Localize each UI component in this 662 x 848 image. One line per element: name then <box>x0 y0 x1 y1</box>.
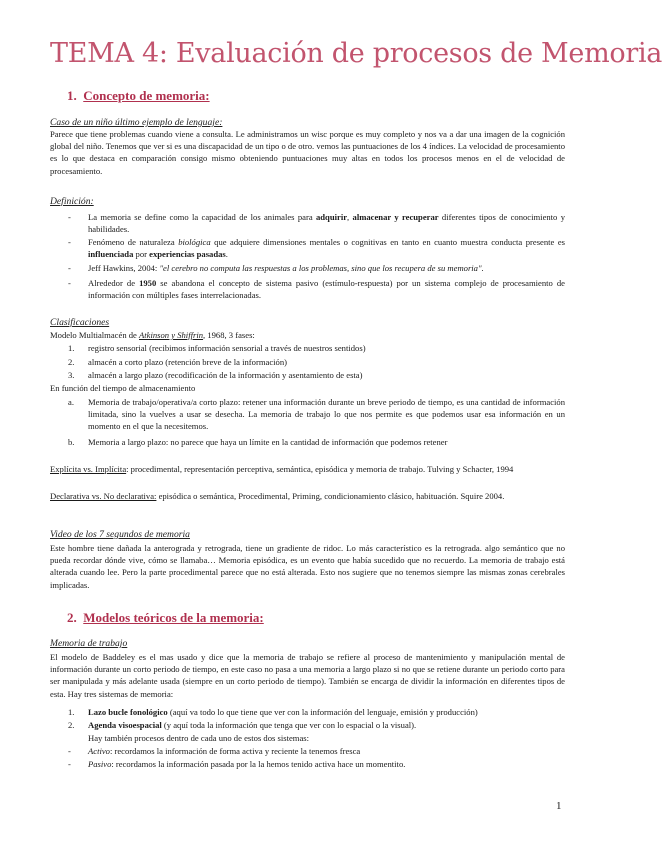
section-2-heading <box>67 610 264 626</box>
video-paragraph: Este hombre tiene dañada la anterograda y retrograda, tiene un gradiente de ridoc. Lo más característico es la retrograda. algo semántico que no pueda recordar dónde vive, cómo se llamaba… Memoria episódica, es un evento que había sucedido que no recuerdo. La memoria de trabajo está alterada cuando lee. Pero la parte procedimental parece que no está alterada. Esto nos sugiere que no tenemos siempre las mismas zonas cerebrales implicadas. <box>50 543 565 590</box>
case-paragraph: Parece que tiene problemas cuando viene a consulta. Le administramos un wisc porque es muy completo y nos va a dar una imagen de la cognición global del niño. Tenemos que ver si es una discapacidad de un tipo o de otro. vemos las puntuaciones de los 4 índices. La velocidad de procesamiento es lo que destaca en comparación consigo mismo obteniendo puntuaciones muy altas en todos los procesos menos en el de velocidad de procesamiento. <box>50 129 565 176</box>
two-systems-line: Hay también procesos dentro de cada uno de estos dos sistemas: <box>88 733 309 743</box>
case-heading: Caso de un niño último ejemplo de lenguaje: <box>50 117 223 128</box>
classifications-heading: Clasificaciones <box>50 317 110 328</box>
explicit-implicit-paragraph: Explícita vs. Implícita: procedimental, representación perceptiva, semántica, episódica y memoria de trabajo. Tulving y Schacter, 1994 <box>50 464 514 474</box>
section-2-title: Modelos teóricos de la memoria: <box>83 610 264 625</box>
definition-heading: Definición: <box>50 196 94 207</box>
section-1-heading <box>67 88 210 104</box>
working-memory-heading: Memoria de trabajo <box>50 638 128 649</box>
video-heading: Video de los 7 segundos de memoria <box>50 529 190 540</box>
declarative-paragraph: Declarativa vs. No declarativa: episódica o semántica, Procedimental, Priming, condicionamiento clásico, habituación. Squire 2004. <box>50 491 505 501</box>
page-number: 1 <box>556 800 562 812</box>
multistore-model-line: Modelo Multialmacén de Atkinson y Shiffrin, 1968, 3 fases: <box>50 330 255 340</box>
section-2-number: 2. <box>67 610 77 625</box>
section-1-number: 1. <box>67 88 77 103</box>
page-title: TEMA 4: Evaluación de procesos de Memoria <box>50 38 662 69</box>
storage-time-heading: En función del tiempo de almacenamiento <box>50 383 196 393</box>
working-memory-paragraph: El modelo de Baddeley es el mas usado y dice que la memoria de trabajo se refiere al proceso de mantenimiento y manipulación mental de información durante un corto periodo de tiempo, en este caso no pasa a una memoria a largo plazo si no que se retiene durante un periodo corto para ser manipulada y más adelante usada (siempre en un corto periodo de tiempo). También se encarga de dividir la información en diferentes tipos de esta. Hay tres sistemas de memoria: <box>50 652 565 699</box>
section-1-title: Concepto de memoria: <box>83 88 210 103</box>
document-page: TEMA 4: Evaluación de procesos de Memoria 1. Concepto de memoria: Caso de un niño último ejemplo de lenguaje: Parece que tiene problemas cuando viene a consulta. Le administramos un wisc porque es muy completo y nos va a dar una imagen de la cognición global del niño. Tenemos que ver si es una discapacidad de un tipo o de otro. vemos las puntuaciones de los 4 índices. La velocidad de procesamiento es lo que destaca en comparación consigo mismo obteniendo puntuaciones muy altas en todos los procesos menos en el de velocidad de procesamiento. Definición: - La memoria se define como la capacidad de los animales para adquirir, almacenar y recuperar diferentes tipos de conocimiento y habilidades. - Fenómeno de naturaleza biológica que adquiere dimensiones mentales o cognitivas en tanto en cuanto muestra conducta presente es influenciada por experiencias pasadas. - Jeff Hawkins, 2004: "el cerebro no computa las respuestas a los problemas, sino que los recupera de su memoria". - Alrededor de 1950 se abandona el concepto de sistema pasivo (estímulo-respuesta) por un sistema complejo de procesamiento de información con múltiples fases interrelacionadas. Clasificaciones Modelo Multialmacén de Atkinson y Shiffrin, 1968, 3 fases: 1. registro sensorial (recibimos información sensorial a través de nuestros sentidos) 2. almacén a corto plazo (retención breve de la información) 3. almacén a largo plazo (recodificación de la información y asentamiento de esta) En función del tiempo de almacenamiento a. Memoria de trabajo/operativa/a corto plazo: retener una información durante un breve periodo de tiempo, es una cantidad de información limitada, sino la vuelves a usar se desecha. La memoria de trabajo lo que nos permite es que podemos usar esa información en un momento en el que la necesitemos. b. Memoria a largo plazo: no parece que haya un límite en la cantidad de información que podemos retener Explícita vs. Implícita: procedimental, representación perceptiva, semántica, episódica y memoria de trabajo. Tulving y Schacter, 1994 Declarativa vs. No declarativa: episódica o semántica, Procedimental, Priming, condicionamiento clásico, habituación. Squire 2004. Video de los 7 segundos de memoria Este hombre tiene dañada la anterograda y retrograda, tiene un gradiente de ridoc. Lo más característico es la retrograda. algo semántico que no pueda recordar dónde vive, cómo se llamaba… Memoria episódica, es un evento que había sucedido que no recuerdo. La memoria de trabajo está alterada cuando lee. Pero la parte procedimental parece que no está alterada. Esto nos sugiere que no tenemos siempre las mismas zonas cerebrales implicadas. 2. Modelos teóricos de la memoria: Memoria de trabajo El modelo de Baddeley es el mas usado y dice que la memoria de trabajo se refiere al proceso de mantenimiento y manipulación mental de información durante un corto periodo de tiempo, en este caso no pasa a una memoria a largo plazo si no que se retiene durante un periodo corto para ser manipulada y más adelante usada (siempre en un corto periodo de tiempo). También se encarga de dividir la información en diferentes tipos de esta. Hay tres sistemas de memoria: 1. Lazo bucle fonológico (aquí va todo lo que tiene que ver con la información del lenguaje, emisión y producción) 2. Agenda visoespacial (y aquí toda la información que tenga que ver con lo espacial o la visual). Hay también procesos dentro de cada uno de estos dos sistemas: - Activo: recordamos la información de forma activa y reciente la tenemos fresca - Pasivo: recordamos la información pasada por la la hemos tenido activa hace un momentito. 1 <box>50 38 662 812</box>
